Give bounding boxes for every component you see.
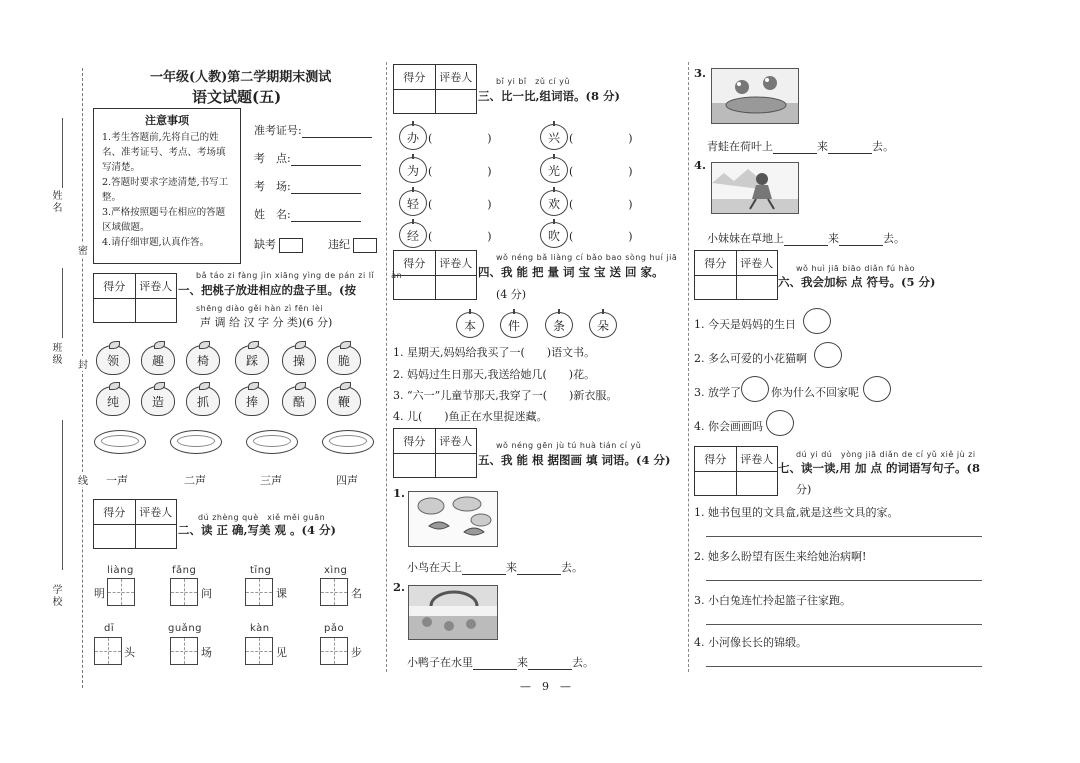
apple-char: 光: [540, 157, 568, 183]
answer-paren[interactable]: ( ): [569, 230, 633, 243]
writing-grid[interactable]: [170, 637, 198, 665]
column-divider: [386, 62, 387, 672]
q5-answer-4[interactable]: [707, 230, 905, 246]
notice-item: 2.答题时要求字迹清楚,书写工整。: [102, 177, 229, 203]
grid-suffix: 场: [201, 646, 212, 659]
score-table: [393, 64, 477, 114]
pinyin-label: xìng: [324, 565, 348, 576]
grader-label: 评卷人: [435, 429, 477, 453]
q5-title: 五、我 能 根 据图画 填 词语。(4 分): [478, 453, 671, 467]
q7-item: 3. 小白兔连忙拎起篮子往家跑。: [694, 594, 851, 607]
plate[interactable]: [322, 430, 374, 454]
notice-title: 注意事项: [145, 114, 189, 127]
fill-blank[interactable]: [839, 234, 883, 246]
fill-text: 来: [828, 232, 839, 245]
q4-item: 1. 星期天,妈妈给我买了一( )语文书。: [393, 346, 596, 359]
score-label: 得分: [403, 256, 426, 270]
answer-line[interactable]: [706, 580, 982, 581]
plate[interactable]: [94, 430, 146, 454]
plate-label: 三声: [260, 474, 282, 487]
grid-suffix: 课: [276, 587, 287, 600]
peach-item[interactable]: 趣: [141, 345, 175, 375]
q4-title: 四、我 能 把 量 词 宝 宝 送 回 家。: [478, 265, 664, 279]
pinyin-label: pǎo: [324, 623, 345, 634]
girl-picture: [711, 162, 799, 214]
word-apple[interactable]: 件: [500, 312, 528, 338]
class-line: [62, 268, 63, 338]
q7-item: 4. 小河像长长的锦缎。: [694, 636, 807, 649]
grid-prefix: 明: [94, 587, 105, 600]
apple-char: 轻: [399, 190, 427, 216]
site-field[interactable]: [254, 150, 361, 166]
q1-title: 一、把桃子放进相应的盘子里。(按: [178, 283, 356, 297]
grader-cell[interactable]: [135, 525, 177, 549]
peach-item[interactable]: 酷: [282, 386, 316, 416]
answer-line[interactable]: [706, 624, 982, 625]
q2-pinyin: dú zhèng què xiě měi guān: [198, 513, 326, 522]
q4-pinyin: wǒ néng bǎ liàng cí bǎo bao sòng huí jiā: [496, 253, 678, 262]
score-cell[interactable]: [394, 454, 435, 478]
room-field[interactable]: [254, 178, 361, 194]
notice-item: 3.严格按照题号在相应的答题区域做题。: [102, 207, 226, 233]
punctuation-circle[interactable]: [766, 410, 794, 436]
writing-grid[interactable]: [320, 578, 348, 606]
score-label: 得分: [403, 434, 426, 448]
q4-item: 3. “六一”儿童节那天,我穿了一( )新衣服。: [393, 389, 618, 402]
peach-item[interactable]: 鞭: [327, 386, 361, 416]
apple-char: 经: [399, 222, 427, 248]
fill-text: 去。: [872, 140, 894, 153]
answer-line[interactable]: [706, 666, 982, 667]
seal-mi: 密: [78, 242, 88, 257]
class-label: 班级: [50, 342, 61, 366]
score-label: 得分: [103, 279, 126, 293]
absent-field[interactable]: [254, 236, 303, 253]
answer-paren[interactable]: ( ): [428, 165, 492, 178]
fill-text: 来: [506, 561, 517, 574]
answer-paren[interactable]: ( ): [428, 230, 492, 243]
exam-subtitle: 语文试题(五): [192, 88, 282, 106]
apple-char: 为: [399, 157, 427, 183]
peach-item[interactable]: 捧: [235, 386, 269, 416]
q5-item-num: 1.: [393, 486, 406, 500]
fill-blank[interactable]: [828, 142, 872, 154]
violation-box[interactable]: [353, 238, 377, 253]
grid-suffix: 头: [124, 646, 135, 659]
seal-xian: 线: [78, 472, 88, 487]
q7-title2: 分): [796, 483, 812, 496]
fill-blank[interactable]: [473, 658, 517, 670]
peach-item[interactable]: 脆: [327, 345, 361, 375]
q7-pinyin: dú yi dú yòng jiā diǎn de cí yǔ xiě jù zi: [796, 450, 976, 459]
q5-pinyin: wǒ néng gēn jù tú huà tián cí yǔ: [496, 441, 642, 450]
score-cell[interactable]: [695, 276, 736, 300]
answer-line[interactable]: [706, 536, 982, 537]
q5-answer-3[interactable]: [707, 138, 894, 154]
score-label: 得分: [103, 505, 126, 519]
absent-label: 缺考: [254, 238, 276, 251]
peach-item[interactable]: 纯: [96, 386, 130, 416]
score-cell[interactable]: [94, 525, 135, 549]
score-label: 得分: [704, 452, 727, 466]
pinyin-label: liàng: [107, 565, 134, 576]
q1-pinyin: bǎ táo zi fàng jìn xiāng yìng de pán zi lǐ àn: [196, 271, 403, 280]
ducks-picture: [408, 585, 498, 640]
pinyin-label: fǎng: [172, 565, 197, 576]
q6-title: 六、我会加标 点 符号。(5 分): [778, 275, 936, 289]
fill-blank[interactable]: [462, 563, 506, 575]
q7-title: 七、读一读,用 加 点 的词语写句子。(8: [778, 461, 980, 475]
plate-label: 一声: [106, 474, 128, 487]
punctuation-circle[interactable]: [741, 376, 769, 402]
writing-grid[interactable]: [107, 578, 135, 606]
writing-grid[interactable]: [320, 637, 348, 665]
peach-item[interactable]: 领: [96, 345, 130, 375]
grader-cell[interactable]: [135, 299, 177, 323]
answer-paren[interactable]: ( ): [569, 165, 633, 178]
score-table: [393, 250, 477, 300]
notice-item: 1.考生答题前,先将自己的姓名、准考证号、考点、考场填写清楚。: [102, 132, 226, 173]
pinyin-label: tīng: [250, 565, 272, 576]
plate-label: 二声: [184, 474, 206, 487]
fill-text: 去。: [572, 656, 594, 669]
id-blank[interactable]: [302, 126, 372, 138]
writing-grid[interactable]: [94, 637, 122, 665]
punctuation-circle[interactable]: [863, 376, 891, 402]
score-table: [694, 446, 778, 496]
grid-suffix: 见: [276, 646, 287, 659]
grader-label: 评卷人: [736, 251, 778, 275]
grader-cell[interactable]: [435, 276, 477, 300]
peach-item[interactable]: 踩: [235, 345, 269, 375]
fill-text: 去。: [883, 232, 905, 245]
peach-item[interactable]: 造: [141, 386, 175, 416]
id-field[interactable]: [254, 122, 372, 138]
q3-title: 三、比一比,组词语。(8 分): [478, 89, 620, 103]
site-label: 考 点:: [254, 152, 291, 165]
frog-picture: [711, 68, 799, 124]
q5-answer-1[interactable]: [407, 559, 583, 575]
violation-field[interactable]: [328, 236, 377, 253]
fill-blank[interactable]: [528, 658, 572, 670]
punctuation-circle[interactable]: [803, 308, 831, 334]
answer-paren[interactable]: ( ): [569, 198, 633, 211]
q5-item-num: 2.: [393, 580, 406, 594]
frog-illustration: [712, 69, 799, 124]
fill-text: 青蛙在荷叶上: [707, 140, 773, 153]
room-blank[interactable]: [291, 182, 361, 194]
q5-item-num: 4.: [694, 158, 707, 172]
q7-item: 1. 她书包里的文具盒,就是这些文具的家。: [694, 506, 899, 519]
apple-char: 欢: [540, 190, 568, 216]
exam-title: 一年级(人教)第二学期期末测试: [150, 70, 332, 85]
grader-label: 评卷人: [135, 274, 177, 298]
word-apple[interactable]: 朵: [589, 312, 617, 338]
peach-item[interactable]: 椅: [186, 345, 220, 375]
name-blank[interactable]: [291, 210, 361, 222]
apple-char: 办: [399, 124, 427, 150]
writing-grid[interactable]: [245, 578, 273, 606]
grader-cell[interactable]: [736, 472, 778, 496]
pinyin-label: dī: [104, 623, 115, 634]
apple-char: 兴: [540, 124, 568, 150]
violation-label: 违纪: [328, 238, 350, 251]
room-label: 考 场:: [254, 180, 291, 193]
score-cell[interactable]: [394, 276, 435, 300]
score-table: [393, 428, 477, 478]
grader-label: 评卷人: [435, 251, 477, 275]
notice-item: 4.请仔细审题,认真作答。: [102, 237, 210, 248]
score-cell[interactable]: [695, 472, 736, 496]
name-field-label: 姓 名:: [254, 208, 291, 221]
writing-grid[interactable]: [170, 578, 198, 606]
score-table: [93, 499, 177, 549]
q5-item-num: 3.: [694, 66, 707, 80]
grid-suffix: 名: [351, 587, 362, 600]
column-divider: [688, 62, 689, 672]
score-label: 得分: [403, 70, 426, 84]
q1-pinyin2: shēng diào gěi hàn zì fēn lèi: [196, 304, 324, 313]
pinyin-label: kàn: [250, 623, 270, 634]
grader-cell[interactable]: [435, 90, 477, 114]
page-number: — 9 —: [520, 680, 571, 693]
fill-blank[interactable]: [517, 563, 561, 575]
grader-label: 评卷人: [736, 447, 778, 471]
q1-title2: 声 调 给 汉 字 分 类)(6 分): [200, 316, 333, 329]
q6-pinyin: wǒ huì jiā biāo diǎn fú hào: [796, 264, 916, 273]
q6-item: 1. 今天是妈妈的生日: [694, 318, 796, 331]
writing-grid[interactable]: [245, 637, 273, 665]
q6-item: 2. 多么可爱的小花猫啊: [694, 352, 807, 365]
fill-blank[interactable]: [784, 234, 828, 246]
word-apple[interactable]: 条: [545, 312, 573, 338]
q4-points: (4 分): [496, 288, 527, 301]
apple-char: 吹: [540, 222, 568, 248]
fill-text: 来: [517, 656, 528, 669]
fill-text: 去。: [561, 561, 583, 574]
notice-box: [93, 108, 241, 264]
fill-text: 小妹妹在草地上: [707, 232, 784, 245]
grader-label: 评卷人: [135, 500, 177, 524]
score-cell[interactable]: [394, 90, 435, 114]
peach-item[interactable]: 抓: [186, 386, 220, 416]
q4-item: 4. 儿( )鱼正在水里捉迷藏。: [393, 410, 548, 423]
plate-label: 四声: [336, 474, 358, 487]
fill-text: 来: [817, 140, 828, 153]
q6-item-part: 你为什么不回家呢: [771, 386, 859, 399]
peach-item[interactable]: 操: [282, 345, 316, 375]
score-cell[interactable]: [94, 299, 135, 323]
answer-paren[interactable]: ( ): [428, 132, 492, 145]
binding-line: [82, 68, 83, 688]
grader-cell[interactable]: [736, 276, 778, 300]
plate[interactable]: [170, 430, 222, 454]
fill-text: 小鸭子在水里: [407, 656, 473, 669]
name-field[interactable]: [254, 206, 361, 222]
grid-suffix: 问: [201, 587, 212, 600]
q6-item: 3. 放学了: [694, 386, 741, 399]
plate[interactable]: [246, 430, 298, 454]
grid-suffix: 步: [351, 646, 362, 659]
q3-pinyin: bǐ yi bǐ zǔ cí yǔ: [496, 77, 570, 86]
q5-answer-2[interactable]: [407, 654, 594, 670]
school-label: 学校: [50, 584, 61, 608]
birds-illustration: [409, 492, 498, 547]
pinyin-label: guǎng: [168, 623, 202, 634]
q4-item: 2. 妈妈过生日那天,我送给她几( )花。: [393, 368, 596, 381]
name-label: 姓名: [50, 190, 61, 214]
q2-title: 二、读 正 确,写美 观 。(4 分): [178, 523, 336, 537]
grader-cell[interactable]: [435, 454, 477, 478]
score-table: [694, 250, 778, 300]
score-table: [93, 273, 177, 323]
score-label: 得分: [704, 256, 727, 270]
girl-illustration: [712, 163, 799, 214]
id-label: 准考证号:: [254, 124, 302, 137]
name-line: [62, 118, 63, 188]
grader-label: 评卷人: [435, 65, 477, 89]
q6-item: 4. 你会画画吗: [694, 420, 763, 433]
site-blank[interactable]: [291, 154, 361, 166]
absent-box[interactable]: [279, 238, 303, 253]
school-line: [62, 420, 63, 570]
q7-item: 2. 她多么盼望有医生来给她治病啊!: [694, 550, 867, 563]
ducks-illustration: [409, 586, 498, 640]
answer-paren[interactable]: ( ): [569, 132, 633, 145]
seal-feng: 封: [78, 356, 88, 371]
fill-blank[interactable]: [773, 142, 817, 154]
punctuation-circle[interactable]: [814, 342, 842, 368]
word-apple[interactable]: 本: [456, 312, 484, 338]
fill-text: 小鸟在天上: [407, 561, 462, 574]
answer-paren[interactable]: ( ): [428, 198, 492, 211]
birds-picture: [408, 491, 498, 547]
